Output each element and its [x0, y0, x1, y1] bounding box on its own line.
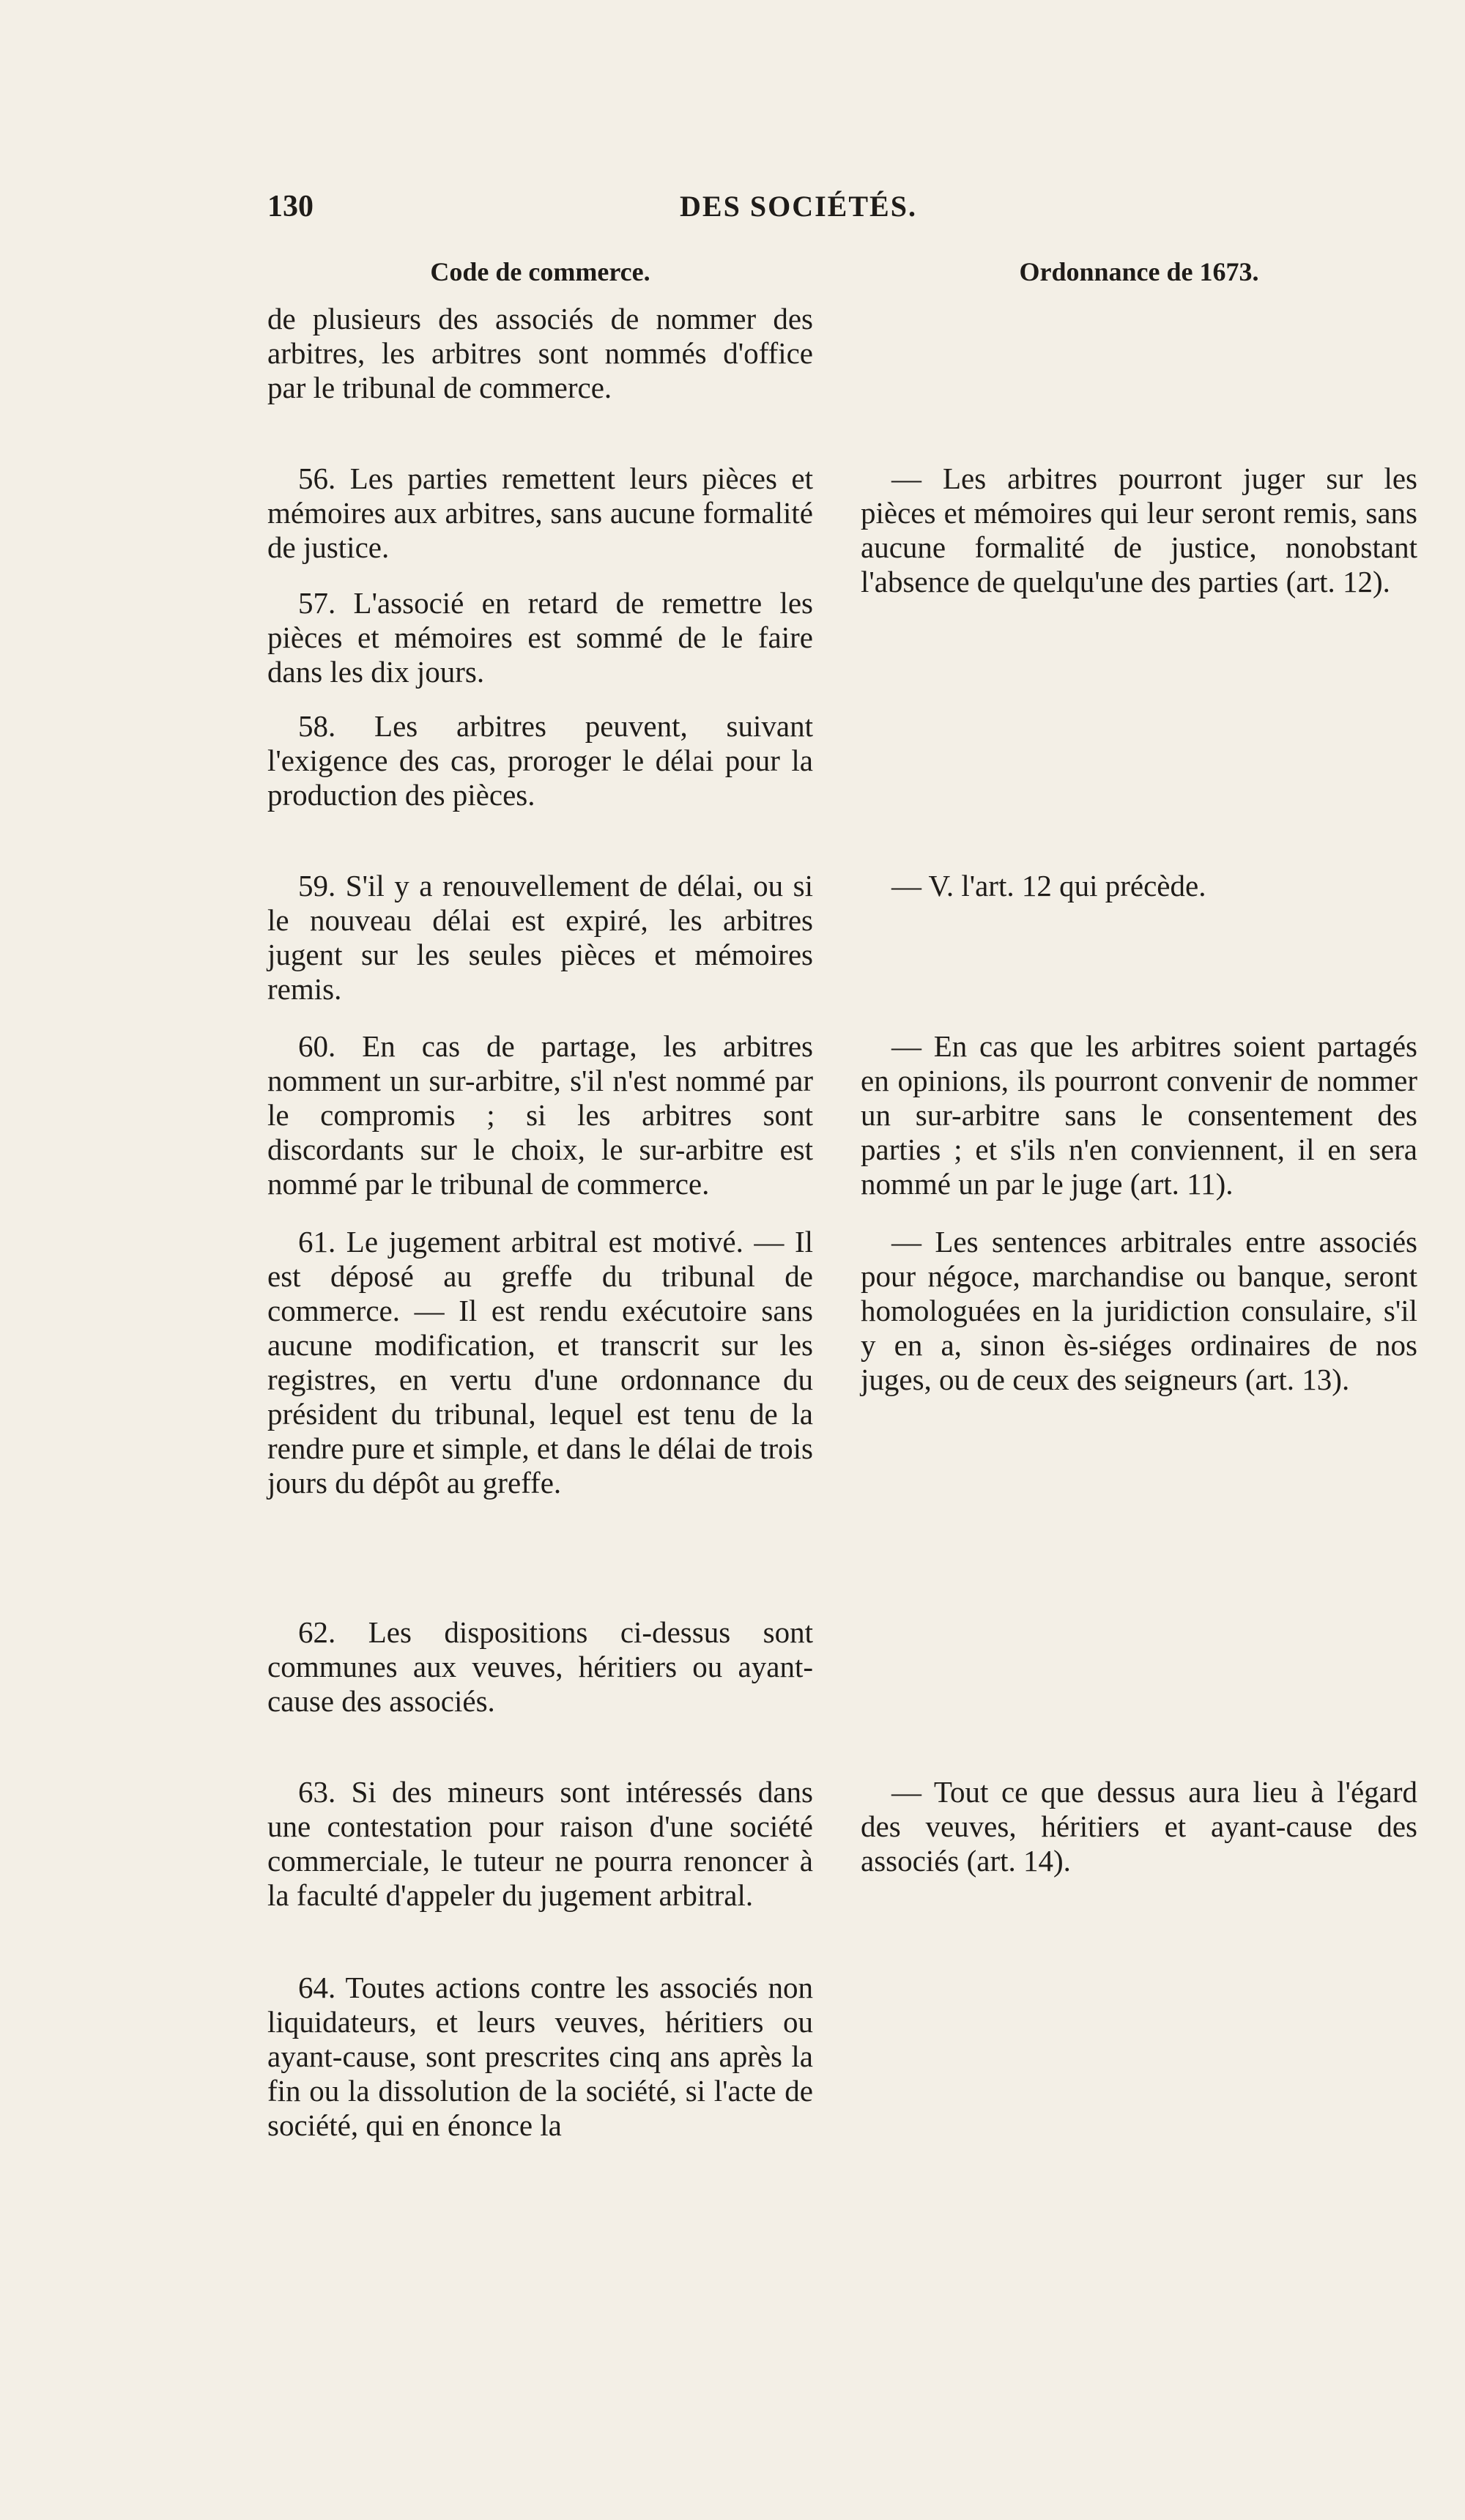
running-title: DES SOCIÉTÉS. [680, 190, 917, 223]
article-60: 60. En cas de partage, les arbitres nomment un sur-arbitre, s'il n'est nommé par le compromis ; si les arbitres sont discordants sur le choix, le sur-arbitre est nommé par le tribunal de commerce. [267, 1029, 813, 1201]
article-64: 64. Toutes actions contre les associés non liquidateurs, et leurs veuves, héritiers ou ayant-cause, sont prescrites cinq ans après la fin ou la dissolution de la société, si l'acte de société, qui en énonce la [267, 1971, 813, 2142]
article-61: 61. Le jugement arbitral est motivé. — Il est déposé au greffe du tribunal de commerce. — Il est rendu exécutoire sans aucune modification, et transcrit sur les registres, en vertu d'une ordonnance du président du tribunal, lequel est tenu de la rendre pure et simple, et dans le délai de trois jours du dépôt au greffe. [267, 1225, 813, 1500]
ordonnance-art-12: — Les arbitres pourront juger sur les pièces et mémoires qui leur seront remis, sans aucune formalité de justice, nonobstant l'absence de quelqu'une des parties (art. 12). [861, 462, 1417, 598]
article-59: 59. S'il y a renouvellement de délai, ou si le nouveau délai est expiré, les arbitres jugent sur les seules pièces et mémoires remis. [267, 869, 813, 1006]
right-column-heading: Ordonnance de 1673. [1019, 257, 1259, 286]
ordonnance-art-14: — Tout ce que dessus aura lieu à l'égard des veuves, héritiers et ayant-cause des associés (art. 14). [861, 1775, 1417, 1878]
article-63: 63. Si des mineurs sont intéressés dans une contestation pour raison d'une société commerciale, le tuteur ne pourra renoncer à la faculté d'appeler du jugement arbitral. [267, 1775, 813, 1912]
ordonnance-art-11: — En cas que les arbitres soient partagés en opinions, ils pourront convenir de nommer un sur-arbitre sans le consentement des parties ; et s'ils n'en conviennent, il en sera nommé un par le juge (art. 11). [861, 1029, 1417, 1201]
left-column-heading: Code de commerce. [430, 257, 650, 286]
paragraph-continuation: de plusieurs des associés de nommer des arbitres, les arbitres sont nommés d'office par le tribunal de commerce. [267, 302, 813, 404]
page-number: 130 [267, 190, 314, 223]
article-58: 58. Les arbitres peuvent, suivant l'exigence des cas, proroger le délai pour la production des pièces. [267, 709, 813, 812]
ordonnance-reference: — V. l'art. 12 qui précède. [891, 869, 1206, 903]
running-header [267, 189, 1329, 233]
article-56: 56. Les parties remettent leurs pièces et mémoires aux arbitres, sans aucune formalité de justice. [267, 462, 813, 564]
article-62: 62. Les dispositions ci-dessus sont communes aux veuves, héritiers ou ayant-cause des associés. [267, 1615, 813, 1718]
ordonnance-art-13: — Les sentences arbitrales entre associés pour négoce, marchandise ou banque, seront homologuées en la juridiction consulaire, s'il y en a, sinon ès-siéges ordinaires de nos juges, ou de ceux des seigneurs (art. 13). [861, 1225, 1417, 1396]
article-57: 57. L'associé en retard de remettre les pièces et mémoires est sommé de le faire dans les dix jours. [267, 586, 813, 689]
